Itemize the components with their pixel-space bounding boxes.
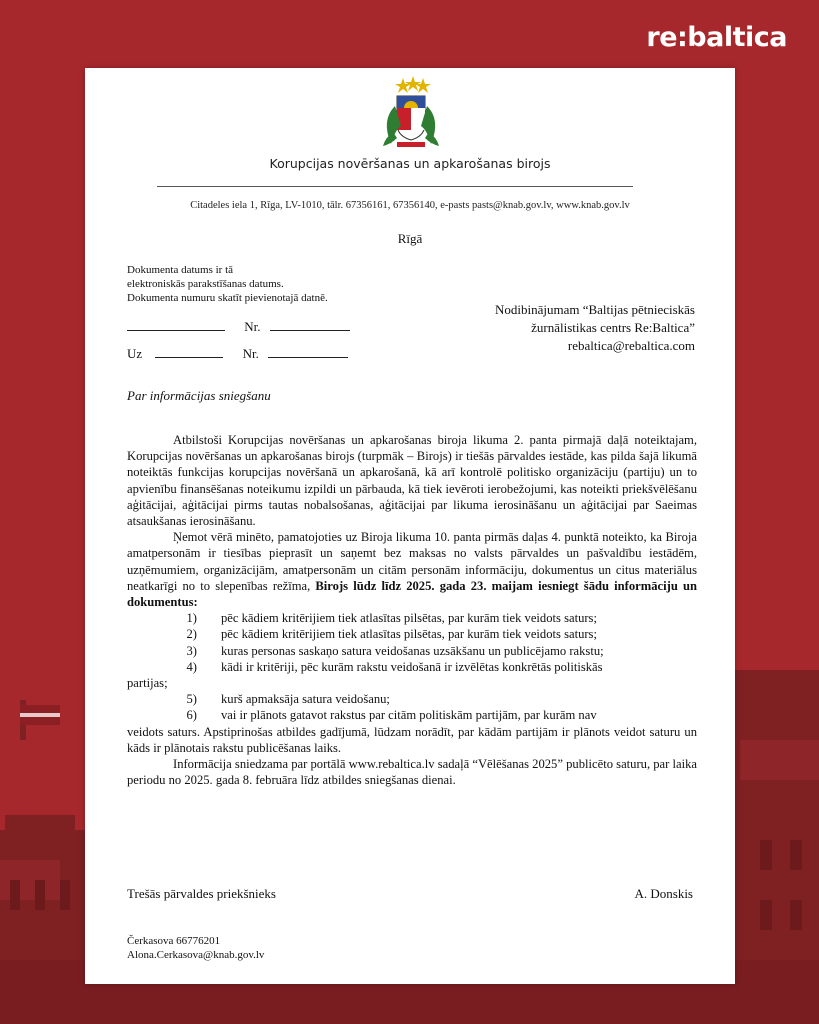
list-item: 6) vai ir plānots gatavot rakstus par citām politiskām partijām, par kurām nav (186, 708, 597, 723)
contact-email: Alona.Cerkasova@knab.gov.lv (127, 949, 265, 961)
org-contacts: Citadeles iela 1, Rīga, LV-1010, tālr. 67356161, 67356140, e-pasts pasts@knab.gov.lv, www.knab.gov.lv (190, 200, 630, 211)
paragraph: Informācija sniedzama par portālā www.rebaltica.lv sadaļā “Vēlēšanas 2025” publicēto saturu, par laika periodu no 2025. gada 8. februāra līdz atbildes sniegšanas dienai. (127, 757, 697, 788)
recipient-line: žurnālistikas centrs Re:Baltica” (531, 320, 695, 335)
uz-label: Uz (127, 346, 143, 361)
recipient-line: Nodibinājumam “Baltijas pētnieciskās (494, 302, 695, 317)
document-number-line (127, 318, 387, 335)
org-name: Korupcijas novēršanas un apkarošanas birojs (269, 156, 551, 171)
list-item-continuation: veidots saturs. Apstiprinošas atbildes gadījumā, lūdzam norādīt, par kādām partijām ir plānots veidot saturu un kāds ir plānotais rakstu publicēšanas laiks. (127, 724, 697, 755)
paragraph: Atbilstoši Korupcijas novēršanas un apkarošanas biroja likuma 2. panta pirmajā daļā noteiktajam, Korupcijas novēršanas un apkarošanas birojs (turpmāk – Birojs) ir tiešās pārvaldes iestāde, kas pilda šajā likumā noteiktās funkcijas korupcijas novēršanā un apkarošanā, kā arī kontrolē politisko organizāciju (partiju) un to apvienību finansēšanas noteikumu izpildi un pārbauda, kā tiek ievēroti ierobežojumi, kas noteikti priekšvēlēšanu aģitācijai, aģitācijai pirms tautas nobalsošanas, aģitācijai par likuma ierosināšanu un aģitācijai par Saeimas atsaukšanas ierosināšanu. (127, 433, 697, 529)
contact-phone: Čerkasova 66776201 (127, 935, 221, 947)
list-item: 3) kuras personas saskaņo satura veidošanas uzsākšanu un publicējamo rakstu; (186, 643, 604, 658)
list-item-continuation: partijas; (127, 676, 168, 691)
letter-document (85, 68, 735, 984)
signatory-name: A. Donskis (634, 886, 693, 901)
list-item: 4) kādi ir kritēriji, pēc kurām rakstu veidošanā ir izvēlētas konkrētās politiskās (186, 659, 603, 674)
list-item: 5) kurš apmaksāja satura veidošanu; (186, 692, 390, 707)
list-item: 1) pēc kādiem kritērijiem tiek atlasītas pilsētas, par kurām tiek veidots saturs; (186, 611, 597, 626)
rebaltica-logo: re:baltica (646, 22, 787, 53)
letter-body (127, 432, 697, 788)
paragraph (127, 529, 697, 610)
reply-reference-line (127, 345, 387, 362)
signatory-role: Trešās pārvaldes priekšnieks (127, 886, 276, 901)
city: Rīgā (397, 231, 423, 246)
doc-note-line: elektroniskās parakstīšanas datums. (127, 278, 284, 290)
recipient-block (495, 301, 695, 355)
flag-icon (20, 705, 60, 725)
latvia-coat-of-arms-icon (375, 76, 447, 154)
request-bold-text: Birojs lūdz līdz 2025. gada 23. maijam iesniegt šādu informāciju un dokumentus: (127, 578, 697, 610)
document-date-note (127, 263, 328, 305)
letter-subject: Par informācijas sniegšanu (127, 388, 271, 403)
nr-label: Nr. (242, 346, 259, 361)
letterhead-divider (157, 186, 633, 187)
paragraph-text: Ņemot vērā minēto, pamatojoties uz Biroja likuma 10. panta pirmās daļas 4. punktā noteikto, ka Biroja amatpersonām ir tiesības pieprasīt un saņemt bez maksas no valsts pārvaldes un pašvaldību iestādēm, uzņēmumiem, organizācijām, amatpersonām un citām personām informāciju, dokumentus un citus materiālus neatkarīgi no to slepenības režīma, (127, 530, 697, 593)
doc-note-line: Dokumenta datums ir tā (127, 264, 234, 276)
recipient-email: rebaltica@rebaltica.com (567, 338, 695, 353)
doc-note-line: Dokumenta numuru skatīt pievienotajā datnē. (127, 292, 328, 304)
list-item: 2) pēc kādiem kritērijiem tiek atlasītas pilsētas, par kurām tiek veidots saturs; (186, 627, 597, 642)
contact-person (127, 934, 264, 962)
nr-label: Nr. (244, 319, 261, 334)
